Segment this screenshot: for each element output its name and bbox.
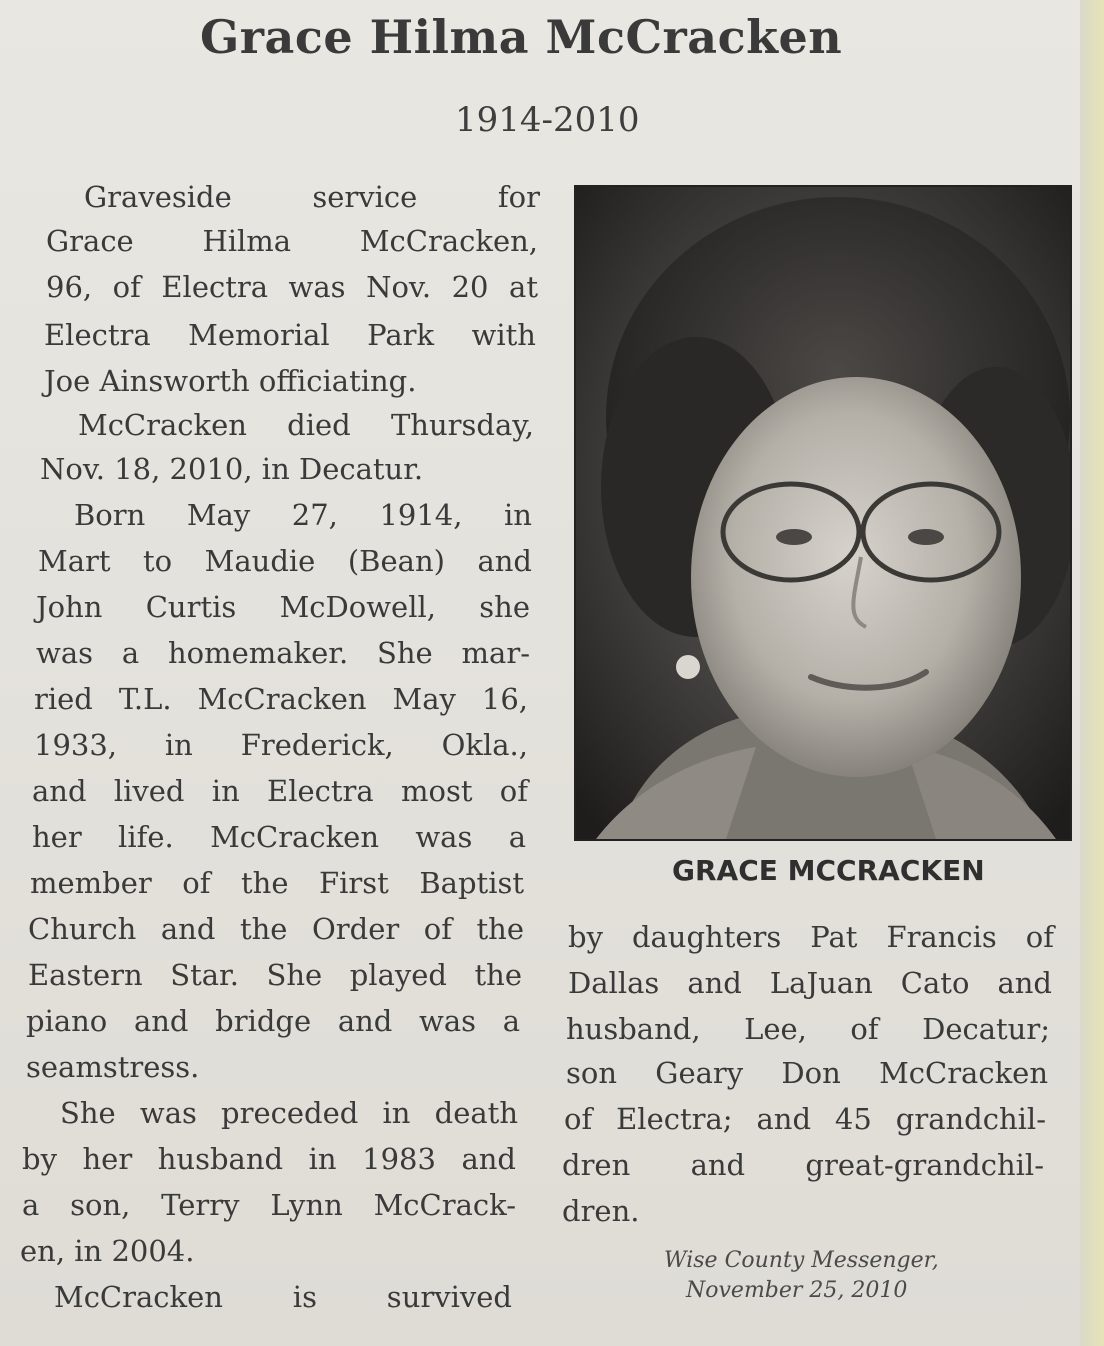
right-line-5: of Electra; and 45 grandchil- (564, 1102, 1046, 1136)
left-line-11: was a homemaker. She mar- (36, 636, 530, 670)
left-line-8: Born May 27, 1914, in (74, 498, 532, 532)
right-line-1: by daughters Pat Francis of (568, 920, 1054, 954)
left-line-22: by her husband in 1983 and (22, 1142, 516, 1176)
left-line-25: McCracken is survived (54, 1280, 512, 1314)
left-line-7: Nov. 18, 2010, in Decatur. (40, 452, 424, 486)
left-line-21: She was preceded in death (60, 1096, 518, 1130)
left-line-12: ried T.L. McCracken May 16, (34, 682, 528, 716)
left-line-9: Mart to Maudie (Bean) and (38, 544, 532, 578)
left-line-5: Joe Ainsworth officiating. (44, 364, 417, 398)
obituary-title: Grace Hilma McCracken (200, 10, 843, 64)
left-line-16: member of the First Baptist (30, 866, 524, 900)
source-date: November 25, 2010 (686, 1278, 908, 1303)
photo-caption: GRACE MCCRACKEN (672, 854, 985, 887)
right-line-4: son Geary Don McCracken (566, 1056, 1048, 1090)
left-line-14: and lived in Electra most of (32, 774, 528, 808)
right-line-3: husband, Lee, of Decatur; (566, 1012, 1050, 1046)
left-line-20: seamstress. (26, 1050, 200, 1084)
left-line-2: Grace Hilma McCracken, (46, 224, 538, 258)
left-line-23: a son, Terry Lynn McCrack- (22, 1188, 516, 1222)
left-line-17: Church and the Order of the (28, 912, 524, 946)
portrait-photo (574, 185, 1072, 841)
left-line-13: 1933, in Frederick, Okla., (34, 728, 528, 762)
left-line-3: 96, of Electra was Nov. 20 at (46, 270, 538, 304)
left-line-6: McCracken died Thursday, (78, 408, 534, 442)
left-line-19: piano and bridge and was a (26, 1004, 520, 1038)
obituary-dates: 1914-2010 (455, 100, 640, 140)
left-line-15: her life. McCracken was a (32, 820, 526, 854)
background-strip (1080, 0, 1104, 1346)
left-line-24: en, in 2004. (20, 1234, 195, 1268)
source-publication: Wise County Messenger, (664, 1248, 939, 1273)
left-line-1: Graveside service for (84, 180, 540, 214)
right-line-6: dren and great-grandchil- (562, 1148, 1044, 1182)
right-line-2: Dallas and LaJuan Cato and (568, 966, 1052, 1000)
left-line-18: Eastern Star. She played the (28, 958, 522, 992)
right-line-7: dren. (562, 1194, 640, 1228)
left-line-10: John Curtis McDowell, she (36, 590, 530, 624)
left-line-4: Electra Memorial Park with (44, 318, 536, 352)
portrait-image (576, 187, 1070, 839)
